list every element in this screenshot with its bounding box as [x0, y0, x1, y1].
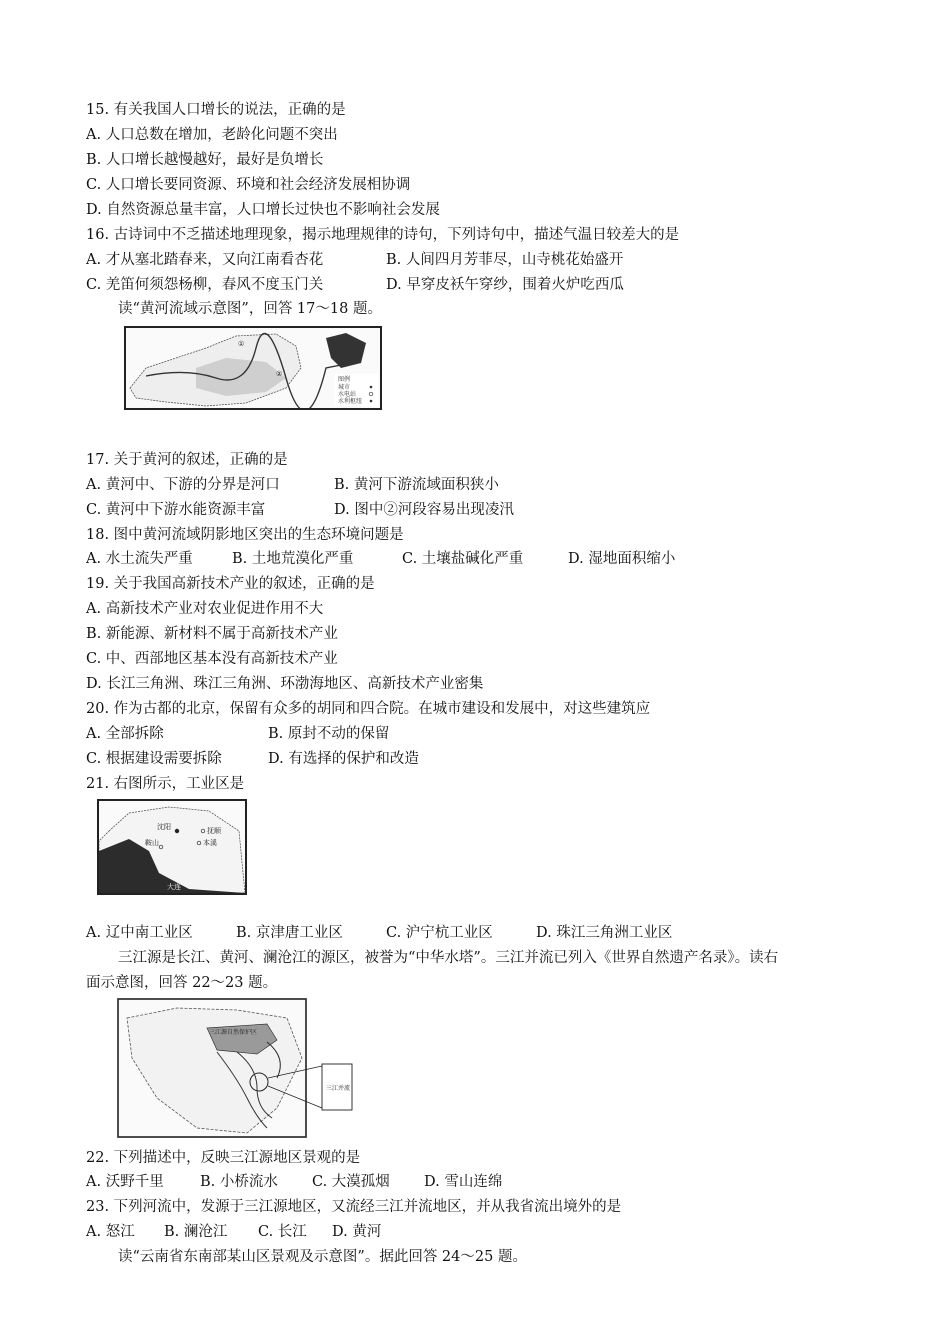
- q21-option-d: D. 珠江三角洲工业区: [536, 925, 673, 941]
- intro-22-23-line1: 三江源是长江、黄河、澜沧江的源区，被誉为“中华水塔”。三江并流已列入《世界自然遗产名录》。读右: [118, 950, 779, 966]
- q17-stem: 17. 关于黄河的叙述，正确的是: [86, 452, 288, 468]
- q22-option-d: D. 雪山连绵: [424, 1174, 503, 1190]
- q23-option-b: B. 澜沧江: [164, 1224, 228, 1240]
- q17-options-row1: [86, 475, 499, 495]
- q15-option-d: D. 自然资源总量丰富，人口增长过快也不影响社会发展: [86, 202, 440, 218]
- q16-stem: 16. 古诗词中不乏描述地理现象，揭示地理规律的诗句，下列诗句中，描述气温日较差大的是: [86, 227, 680, 243]
- sanjiang-box-label: 三江并流: [326, 1085, 351, 1092]
- q23-option-c: C. 长江: [258, 1224, 307, 1240]
- water-project-symbol: [370, 400, 373, 403]
- q20-options-row2: [86, 749, 419, 769]
- q15-option-c: C. 人口增长要同资源、环境和社会经济发展相协调: [86, 177, 411, 193]
- q22-stem: 22. 下列描述中，反映三江源地区景观的是: [86, 1150, 361, 1166]
- bohai-sea: [326, 333, 366, 368]
- q15-option-a: A. 人口总数在增加，老龄化问题不突出: [86, 127, 338, 143]
- city-shenyang: 沈阳: [157, 823, 171, 831]
- q17-option-a: A. 黄河中、下游的分界是河口: [86, 477, 280, 493]
- q16-option-a: A. 才从塞北踏春来，又向江南看杏花: [86, 252, 324, 268]
- intro-22-23-line2: 面示意图，回答 22～23 题。: [86, 975, 278, 991]
- city-symbol: [370, 386, 373, 389]
- city-dot-shenyang: [175, 829, 179, 833]
- sanjiang-map: [117, 998, 357, 1138]
- q22-option-a: A. 沃野千里: [86, 1174, 164, 1190]
- q22-option-c: C. 大漠孤烟: [312, 1174, 390, 1190]
- q16-option-d: D. 早穿皮袄午穿纱，围着火炉吃西瓜: [386, 277, 624, 293]
- q23-stem: 23. 下列河流中，发源于三江源地区，又流经三江并流地区，并从我省流出境外的是: [86, 1199, 622, 1215]
- q16-option-b: B. 人间四月芳菲尽，山寺桃花始盛开: [386, 252, 624, 268]
- q17-options-row2: [86, 500, 514, 520]
- q21-option-b: B. 京津唐工业区: [236, 925, 343, 941]
- q19-option-a: A. 高新技术产业对农业促进作用不大: [86, 601, 324, 617]
- q23-options: [86, 1222, 381, 1242]
- q20-option-c: C. 根据建设需要拆除: [86, 751, 222, 767]
- q18-option-c: C. 土壤盐碱化严重: [402, 551, 524, 567]
- q19-option-d: D. 长江三角洲、珠江三角洲、环渤海地区、高新技术产业密集: [86, 676, 484, 692]
- q19-stem: 19. 关于我国高新技术产业的叙述，正确的是: [86, 576, 375, 592]
- intro-24-25: 读“云南省东南部某山区景观及示意图”。据此回答 24～25 题。: [118, 1249, 527, 1265]
- q18-stem: 18. 图中黄河流域阴影地区突出的生态环境问题是: [86, 527, 404, 543]
- q17-option-c: C. 黄河中下游水能资源丰富: [86, 502, 266, 518]
- q17-option-d: D. 图中②河段容易出现凌汛: [334, 502, 514, 518]
- q18-option-b: B. 土地荒漠化严重: [232, 551, 354, 567]
- q16-option-c: C. 羌笛何须怨杨柳，春风不度玉门关: [86, 277, 324, 293]
- marker-2: ②: [276, 370, 283, 378]
- q17-option-b: B. 黄河下游流域面积狭小: [334, 477, 499, 493]
- q16-options-row2: [86, 275, 624, 295]
- q20-option-b: B. 原封不动的保留: [268, 726, 390, 742]
- q18-options: [86, 549, 675, 569]
- q22-options: [86, 1172, 502, 1192]
- yellow-river-basin-map: [124, 326, 382, 410]
- q20-stem: 20. 作为古都的北京，保留有众多的胡同和四合院。在城市建设和发展中，对这些建筑应: [86, 701, 651, 717]
- intro-17-18: 读“黄河流域示意图”，回答 17～18 题。: [118, 301, 382, 317]
- q21-option-a: A. 辽中南工业区: [86, 925, 193, 941]
- q21-options: [86, 923, 672, 943]
- q23-option-a: A. 怒江: [86, 1224, 135, 1240]
- q21-stem: 21. 右图所示，工业区是: [86, 776, 245, 792]
- legend-water-project: 水利枢纽: [338, 398, 363, 405]
- city-fushun: 抚顺: [207, 827, 221, 835]
- q19-option-c: C. 中、西部地区基本没有高新技术产业: [86, 651, 338, 667]
- legend-city: 城市: [338, 384, 351, 391]
- city-benxi: 本溪: [203, 839, 217, 847]
- sanjiang-region-label: 三江源自然保护区: [209, 1029, 258, 1036]
- q20-options-row1: [86, 724, 389, 744]
- legend-title: 图例: [338, 376, 351, 383]
- legend-hydropower: 水电站: [338, 391, 357, 398]
- q20-option-d: D. 有选择的保护和改造: [268, 751, 419, 767]
- city-dalian: 大连: [167, 883, 181, 891]
- q18-option-a: A. 水土流失严重: [86, 551, 193, 567]
- q22-option-b: B. 小桥流水: [200, 1174, 278, 1190]
- q20-option-a: A. 全部拆除: [86, 726, 164, 742]
- liaoning-industrial-map: [97, 799, 247, 895]
- q21-option-c: C. 沪宁杭工业区: [386, 925, 493, 941]
- q16-options-row1: [86, 250, 623, 270]
- q19-option-b: B. 新能源、新材料不属于高新技术产业: [86, 626, 338, 642]
- city-anshan: 鞍山: [145, 839, 159, 847]
- marker-1: ①: [238, 340, 245, 348]
- q15-option-b: B. 人口增长越慢越好，最好是负增长: [86, 152, 324, 168]
- q15-stem: 15. 有关我国人口增长的说法，正确的是: [86, 102, 346, 118]
- q23-option-d: D. 黄河: [332, 1224, 382, 1240]
- q18-option-d: D. 湿地面积缩小: [568, 551, 676, 567]
